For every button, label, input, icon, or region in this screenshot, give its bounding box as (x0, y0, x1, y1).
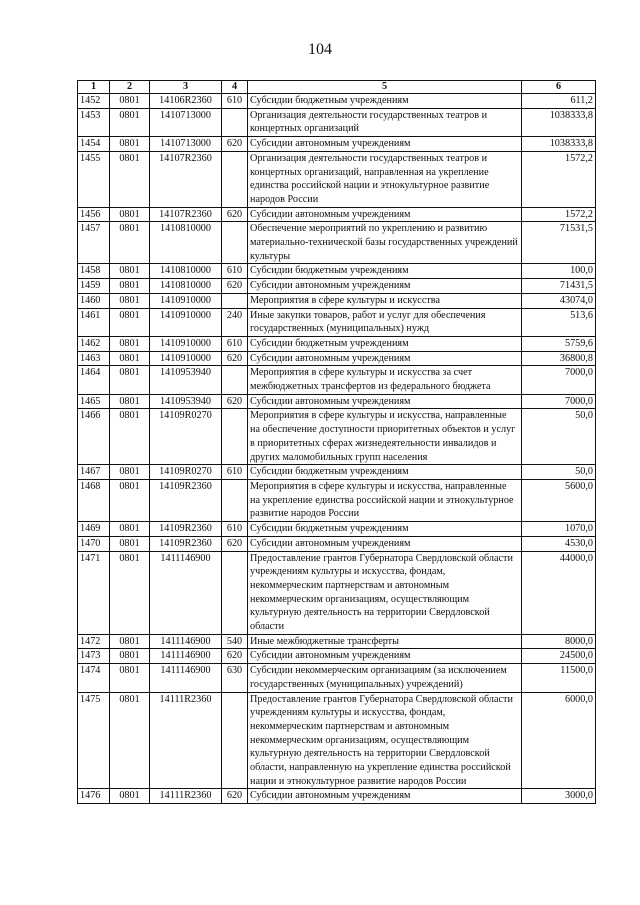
header-cell-amount: 6 (522, 81, 596, 94)
cell-section: 0801 (110, 351, 150, 366)
cell-section: 0801 (110, 336, 150, 351)
cell-expense-kind: 630 (222, 664, 248, 692)
cell-target-code: 14111R2360 (150, 692, 222, 789)
table-row (78, 207, 596, 222)
cell-amount: 1572,2 (522, 151, 596, 207)
cell-section: 0801 (110, 409, 150, 465)
table-row (78, 649, 596, 664)
cell-target-code: 1410953940 (150, 366, 222, 394)
cell-target-code: 1411146900 (150, 634, 222, 649)
header-cell-expense-kind: 4 (222, 81, 248, 94)
cell-expense-kind (222, 692, 248, 789)
cell-target-code: 1410910000 (150, 351, 222, 366)
cell-amount: 11500,0 (522, 664, 596, 692)
table-row (78, 279, 596, 294)
cell-amount: 611,2 (522, 94, 596, 109)
cell-name: Субсидии автономным учреждениям (248, 649, 522, 664)
header-cell-name: 5 (248, 81, 522, 94)
cell-expense-kind: 620 (222, 649, 248, 664)
cell-target-code: 1411146900 (150, 551, 222, 634)
cell-expense-kind: 620 (222, 279, 248, 294)
cell-name: Субсидии бюджетным учреждениям (248, 465, 522, 480)
cell-amount: 43074,0 (522, 293, 596, 308)
cell-name: Предоставление грантов Губернатора Свердловской области учреждениям культуры и искусства, фондам, некоммерческим партнерствам и автономным некоммерческим организациям, осуществляющим культурную деятельность на территории Свердловской области (248, 551, 522, 634)
cell-target-code: 1410910000 (150, 293, 222, 308)
table-row (78, 151, 596, 207)
cell-expense-kind (222, 409, 248, 465)
cell-amount: 1038333,8 (522, 108, 596, 136)
cell-row-number: 1461 (78, 308, 110, 336)
table-row (78, 394, 596, 409)
cell-expense-kind: 610 (222, 522, 248, 537)
cell-name: Субсидии некоммерческим организациям (за исключением государственных (муниципальных) учреждений) (248, 664, 522, 692)
cell-expense-kind (222, 366, 248, 394)
cell-row-number: 1464 (78, 366, 110, 394)
page-number: 104 (308, 41, 332, 58)
cell-amount: 71431,5 (522, 279, 596, 294)
table-row (78, 479, 596, 521)
cell-section: 0801 (110, 789, 150, 804)
cell-name: Субсидии автономным учреждениям (248, 279, 522, 294)
cell-expense-kind: 240 (222, 308, 248, 336)
cell-target-code: 14106R2360 (150, 94, 222, 109)
cell-amount: 36800,8 (522, 351, 596, 366)
cell-target-code: 14109R2360 (150, 479, 222, 521)
cell-section: 0801 (110, 222, 150, 264)
cell-expense-kind (222, 222, 248, 264)
cell-section: 0801 (110, 366, 150, 394)
cell-expense-kind: 620 (222, 207, 248, 222)
cell-target-code: 1410810000 (150, 222, 222, 264)
cell-target-code: 1410810000 (150, 264, 222, 279)
table-row (78, 293, 596, 308)
cell-expense-kind: 620 (222, 351, 248, 366)
cell-section: 0801 (110, 293, 150, 308)
cell-name: Субсидии автономным учреждениям (248, 137, 522, 152)
header-cell-section: 2 (110, 81, 150, 94)
cell-row-number: 1462 (78, 336, 110, 351)
table-row (78, 634, 596, 649)
cell-amount: 4530,0 (522, 536, 596, 551)
cell-name: Субсидии бюджетным учреждениям (248, 94, 522, 109)
cell-target-code: 1411146900 (150, 649, 222, 664)
cell-section: 0801 (110, 394, 150, 409)
cell-amount: 1070,0 (522, 522, 596, 537)
cell-target-code: 1410810000 (150, 279, 222, 294)
cell-expense-kind: 610 (222, 336, 248, 351)
cell-expense-kind (222, 551, 248, 634)
table-row (78, 94, 596, 109)
table-row (78, 789, 596, 804)
cell-target-code: 14109R0270 (150, 409, 222, 465)
cell-name: Мероприятия в сфере культуры и искусства, направленные на укрепление единства российской нации и этнокультурное развитие народов России (248, 479, 522, 521)
cell-row-number: 1467 (78, 465, 110, 480)
cell-name: Обеспечение мероприятий по укреплению и развитию материально-технической базы государственных учреждений культуры (248, 222, 522, 264)
cell-name: Организация деятельности государственных театров и концертных организаций, направленная на укрепление единства российской нации и этнокультурное развитие народов России (248, 151, 522, 207)
cell-row-number: 1466 (78, 409, 110, 465)
table-row (78, 222, 596, 264)
cell-section: 0801 (110, 465, 150, 480)
table-row (78, 137, 596, 152)
cell-name: Субсидии автономным учреждениям (248, 207, 522, 222)
cell-row-number: 1453 (78, 108, 110, 136)
cell-row-number: 1476 (78, 789, 110, 804)
cell-expense-kind: 620 (222, 536, 248, 551)
cell-row-number: 1475 (78, 692, 110, 789)
table-row (78, 522, 596, 537)
table-row (78, 308, 596, 336)
cell-target-code: 1410713000 (150, 108, 222, 136)
cell-section: 0801 (110, 536, 150, 551)
cell-amount: 50,0 (522, 465, 596, 480)
cell-section: 0801 (110, 264, 150, 279)
cell-row-number: 1469 (78, 522, 110, 537)
cell-amount: 7000,0 (522, 366, 596, 394)
cell-target-code: 1410910000 (150, 308, 222, 336)
cell-target-code: 14109R2360 (150, 522, 222, 537)
table-row (78, 465, 596, 480)
cell-name: Предоставление грантов Губернатора Свердловской области учреждениям культуры и искусства, фондам, некоммерческим партнерствам и автономным некоммерческим организациям, осуществляющим культурную деятельность на территории Свердловской области, направленную на укрепление единства российской нации и этнокультурное развитие народов России (248, 692, 522, 789)
cell-name: Субсидии автономным учреждениям (248, 536, 522, 551)
cell-amount: 24500,0 (522, 649, 596, 664)
cell-target-code: 1410953940 (150, 394, 222, 409)
cell-expense-kind: 620 (222, 789, 248, 804)
cell-row-number: 1474 (78, 664, 110, 692)
table-row (78, 409, 596, 465)
budget-table (77, 80, 596, 804)
cell-name: Иные закупки товаров, работ и услуг для обеспечения государственных (муниципальных) нужд (248, 308, 522, 336)
cell-expense-kind (222, 479, 248, 521)
cell-amount: 44000,0 (522, 551, 596, 634)
cell-row-number: 1468 (78, 479, 110, 521)
cell-name: Субсидии бюджетным учреждениям (248, 264, 522, 279)
cell-name: Субсидии автономным учреждениям (248, 789, 522, 804)
cell-section: 0801 (110, 108, 150, 136)
cell-expense-kind: 610 (222, 465, 248, 480)
cell-row-number: 1459 (78, 279, 110, 294)
cell-row-number: 1472 (78, 634, 110, 649)
header-cell-target-code: 3 (150, 81, 222, 94)
cell-section: 0801 (110, 634, 150, 649)
cell-target-code: 1410713000 (150, 137, 222, 152)
cell-row-number: 1457 (78, 222, 110, 264)
cell-row-number: 1465 (78, 394, 110, 409)
cell-expense-kind: 610 (222, 264, 248, 279)
table-row (78, 536, 596, 551)
header-cell-row-number: 1 (78, 81, 110, 94)
cell-name: Мероприятия в сфере культуры и искусства, направленные на обеспечение доступности приоритетных объектов и услуг в приоритетных сферах жизнедеятельности инвалидов и других маломобильных групп населения (248, 409, 522, 465)
cell-section: 0801 (110, 137, 150, 152)
cell-section: 0801 (110, 151, 150, 207)
cell-section: 0801 (110, 664, 150, 692)
cell-target-code: 1410910000 (150, 336, 222, 351)
cell-row-number: 1458 (78, 264, 110, 279)
cell-row-number: 1460 (78, 293, 110, 308)
cell-expense-kind (222, 108, 248, 136)
cell-row-number: 1471 (78, 551, 110, 634)
cell-amount: 7000,0 (522, 394, 596, 409)
cell-amount: 1572,2 (522, 207, 596, 222)
cell-section: 0801 (110, 94, 150, 109)
cell-amount: 1038333,8 (522, 137, 596, 152)
cell-amount: 6000,0 (522, 692, 596, 789)
table-row (78, 108, 596, 136)
cell-amount: 71531,5 (522, 222, 596, 264)
cell-target-code: 14107R2360 (150, 151, 222, 207)
table-row (78, 336, 596, 351)
cell-expense-kind (222, 293, 248, 308)
cell-name: Мероприятия в сфере культуры и искусства (248, 293, 522, 308)
cell-amount: 50,0 (522, 409, 596, 465)
cell-amount: 5759,6 (522, 336, 596, 351)
cell-name: Субсидии автономным учреждениям (248, 351, 522, 366)
table-row (78, 551, 596, 634)
cell-row-number: 1463 (78, 351, 110, 366)
cell-target-code: 14109R0270 (150, 465, 222, 480)
cell-expense-kind (222, 151, 248, 207)
cell-section: 0801 (110, 479, 150, 521)
cell-expense-kind: 540 (222, 634, 248, 649)
cell-name: Организация деятельности государственных театров и концертных организаций (248, 108, 522, 136)
cell-amount: 100,0 (522, 264, 596, 279)
cell-expense-kind: 620 (222, 137, 248, 152)
cell-target-code: 14107R2360 (150, 207, 222, 222)
cell-amount: 5600,0 (522, 479, 596, 521)
cell-name: Субсидии автономным учреждениям (248, 394, 522, 409)
cell-target-code: 14111R2360 (150, 789, 222, 804)
cell-row-number: 1454 (78, 137, 110, 152)
cell-name: Мероприятия в сфере культуры и искусства за счет межбюджетных трансфертов из федерального бюджета (248, 366, 522, 394)
table-row (78, 664, 596, 692)
cell-expense-kind: 620 (222, 394, 248, 409)
cell-section: 0801 (110, 649, 150, 664)
table-row (78, 351, 596, 366)
cell-amount: 8000,0 (522, 634, 596, 649)
cell-target-code: 14109R2360 (150, 536, 222, 551)
cell-section: 0801 (110, 279, 150, 294)
cell-section: 0801 (110, 308, 150, 336)
table-row (78, 264, 596, 279)
cell-section: 0801 (110, 522, 150, 537)
cell-row-number: 1455 (78, 151, 110, 207)
cell-section: 0801 (110, 207, 150, 222)
cell-row-number: 1473 (78, 649, 110, 664)
header-row (78, 81, 596, 94)
cell-row-number: 1452 (78, 94, 110, 109)
table-row (78, 366, 596, 394)
cell-amount: 3000,0 (522, 789, 596, 804)
cell-row-number: 1470 (78, 536, 110, 551)
cell-amount: 513,6 (522, 308, 596, 336)
cell-expense-kind: 610 (222, 94, 248, 109)
cell-name: Субсидии бюджетным учреждениям (248, 336, 522, 351)
cell-name: Иные межбюджетные трансферты (248, 634, 522, 649)
cell-row-number: 1456 (78, 207, 110, 222)
cell-section: 0801 (110, 551, 150, 634)
table-row (78, 692, 596, 789)
cell-name: Субсидии бюджетным учреждениям (248, 522, 522, 537)
cell-target-code: 1411146900 (150, 664, 222, 692)
cell-section: 0801 (110, 692, 150, 789)
